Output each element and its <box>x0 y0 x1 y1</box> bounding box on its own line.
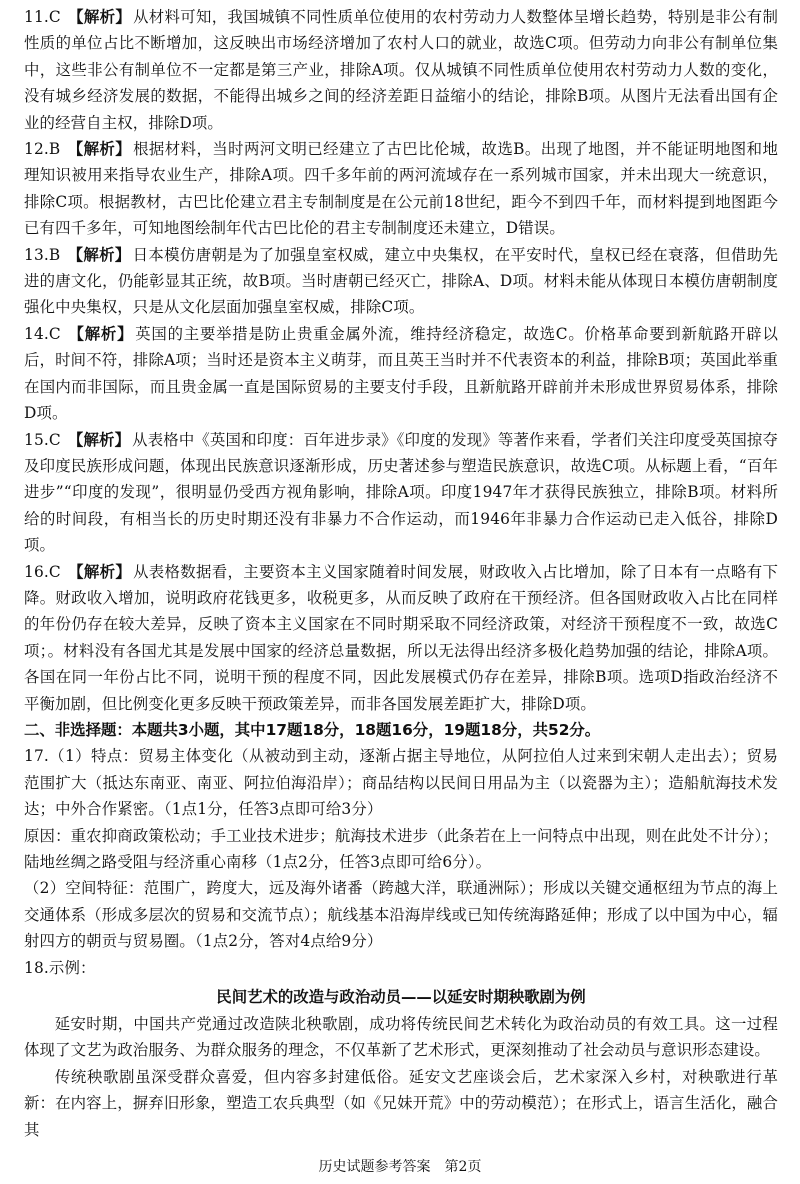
answer-item <box>24 321 778 427</box>
essay-paragraph: 延安时期，中国共产党通过改造陕北秧歌剧，成功将传统民间艺术转化为政治动员的有效工具。这一过程体现了文艺为政治服务、为群众服务的理念，不仅革新了艺术形式，更深刻推动了社会动员与意识形态建设。 <box>24 1015 778 1060</box>
answer-number: 13.B <box>24 245 61 264</box>
answer-text: 英国的主要举措是防止贵重金属外流，维持经济稳定，故选C。价格革命要到新航路开辟以后，时间不符，排除A项；当时还是资本主义萌芽，而且英王当时并不代表资本的利益，排除B项；英国此举重在国内而非国际，而且贵金属一直是国际贸易的主要支付手段，且新航路开辟前并未形成世界贸易体系，排除D项。 <box>24 324 778 423</box>
analysis-tag: 【解析】 <box>67 430 131 449</box>
answer-item <box>24 427 778 559</box>
section-heading: 二、非选择题：本题共3小题，其中17题18分，18题16分，19题18分，共52分。 <box>24 720 601 739</box>
answer-number: 12.B <box>24 140 61 159</box>
analysis-tag: 【解析】 <box>68 324 134 343</box>
analysis-tag: 【解析】 <box>68 562 132 581</box>
answer-number: 16.C <box>24 562 61 581</box>
q17-part2: （2）空间特征：范围广，跨度大，远及海外诸番（跨越大洋，联通洲际）；形成以关键交通枢纽为节点的海上交通体系（形成多层次的贸易和交流节点）；航线基本沿海岸线或已知传统海路延伸；形成了以中国为中心，辐射四方的朝贡与贸易圈。（1点2分，答对4点给9分） <box>24 879 778 951</box>
answer-text: 根据材料，当时两河文明已经建立了古巴比伦城，故选B。出现了地图，并不能证明地图和地理知识被用来指导农业生产，排除A项。四千多年前的两河流域存在一系列城市国家，并未出现大一统意识，排除C项。根据教材，古巴比伦建立君主专制制度是在公元前18世纪，距今不到四千年，而材料提到地图距今已有四千多年，可知地图绘制年代古巴比伦的君主专制制度还未建立，D错误。 <box>24 140 778 238</box>
answer-item <box>24 242 778 321</box>
answer-text: 从材料可知，我国城镇不同性质单位使用的农村劳动力人数整体呈增长趋势，特别是非公有制性质的单位占比不断增加，这反映出市场经济增加了农村人口的就业，故选C项。但劳动力向非公有制单位集中，这些非公有制单位不一定都是第三产业，排除A项。仅从城镇不同性质单位使用农村劳动力人数的变化，没有城乡经济发展的数据，不能得出城乡之间的经济差距日益缩小的结论，排除B项。从图片无法看出国有企业的经营自主权，排除D项。 <box>24 8 779 132</box>
answer-number: 15.C <box>24 430 61 449</box>
answer-text: 日本模仿唐朝是为了加强皇室权威，建立中央集权，在平安时代，皇权已经在衰落，但借助先进的唐文化，仍能彰显其正统，故B项。当时唐朝已经灭亡，排除A、D项。材料未能从体现日本模仿唐朝制度强化中央集权，只是从文化层面加强皇室权威，排除C项。 <box>24 245 778 317</box>
q17-part1: 17.（1）特点：贸易主体变化（从被动到主动，逐渐占据主导地位，从阿拉伯人过来到宋朝人走出去）；贸易范围扩大（抵达东南亚、南亚、阿拉伯海沿岸）；商品结构以民间日用品为主（以瓷器为主）；造船航海技术发达；中外合作紧密。（1点1分，任答3点即可给3分） <box>24 747 778 819</box>
answer-text: 从表格中《英国和印度：百年进步录》《印度的发现》等著作来看，学者们关注印度受英国掠夺及印度民族形成问题，体现出民族意识逐渐形成，历史著述参与塑造民族意识，故选C项。从标题上看，“百年进步”“印度的发现”，很明显仍受西方视角影响，排除A项。印度1947年才获得民族独立，排除B项。材料所给的时间段，有相当长的历史时期还没有非暴力不合作运动，而1946年非暴力合作运动已走入低谷，排除D项。 <box>24 430 778 555</box>
q17-reasons: 原因：重农抑商政策松动；手工业技术进步；航海技术进步（此条若在上一问特点中出现，则在此处不计分）；陆地丝绸之路受阻与经济重心南移（1点2分，任答3点即可给6分）。 <box>24 826 778 871</box>
answer-item <box>24 136 778 242</box>
q18-label: 18.示例： <box>24 958 96 977</box>
answer-text: 从表格数据看，主要资本主义国家随着时间发展，财政收入占比增加，除了日本有一点略有下降。财政收入增加，说明政府花钱更多，收税更多，从而反映了政府在干预经济。但各国财政收入占比在同样的年份仍存在较大差异，反映了资本主义国家在不同时期采取不同经济政策，对经济干预程度不一致，故选C项；。材料没有各国尤其是发展中国家的经济总量数据，所以无法得出经济多极化趋势加强的结论，排除A项。各国在同一年份占比不同，说明干预的程度不同，因此发展模式仍存在差异，排除B项。选项D指政治经济不平衡加剧，但比例变化更多反映干预政策差异，而非各国发展差距扩大，排除D项。 <box>24 562 779 713</box>
answer-number: 14.C <box>24 324 61 343</box>
answer-item <box>24 559 778 717</box>
analysis-tag: 【解析】 <box>68 8 132 26</box>
mcq-answers <box>24 4 778 717</box>
essay-paragraph: 传统秧歌剧虽深受群众喜爱，但内容多封建低俗。延安文艺座谈会后，艺术家深入乡村，对秧歌进行革新：在内容上，摒弃旧形象，塑造工农兵典型（如《兄妹开荒》中的劳动模范）；在形式上，语言生活化，融合其 <box>24 1067 778 1139</box>
page-footer: 历史试题参考答案 第2页 <box>318 1159 482 1175</box>
answer-number: 11.C <box>24 8 61 26</box>
answer-item <box>24 4 778 136</box>
analysis-tag: 【解析】 <box>67 140 132 159</box>
essay-title: 民间艺术的改造与政治动员——以延安时期秧歌剧为例 <box>216 988 586 1007</box>
analysis-tag: 【解析】 <box>67 245 131 264</box>
